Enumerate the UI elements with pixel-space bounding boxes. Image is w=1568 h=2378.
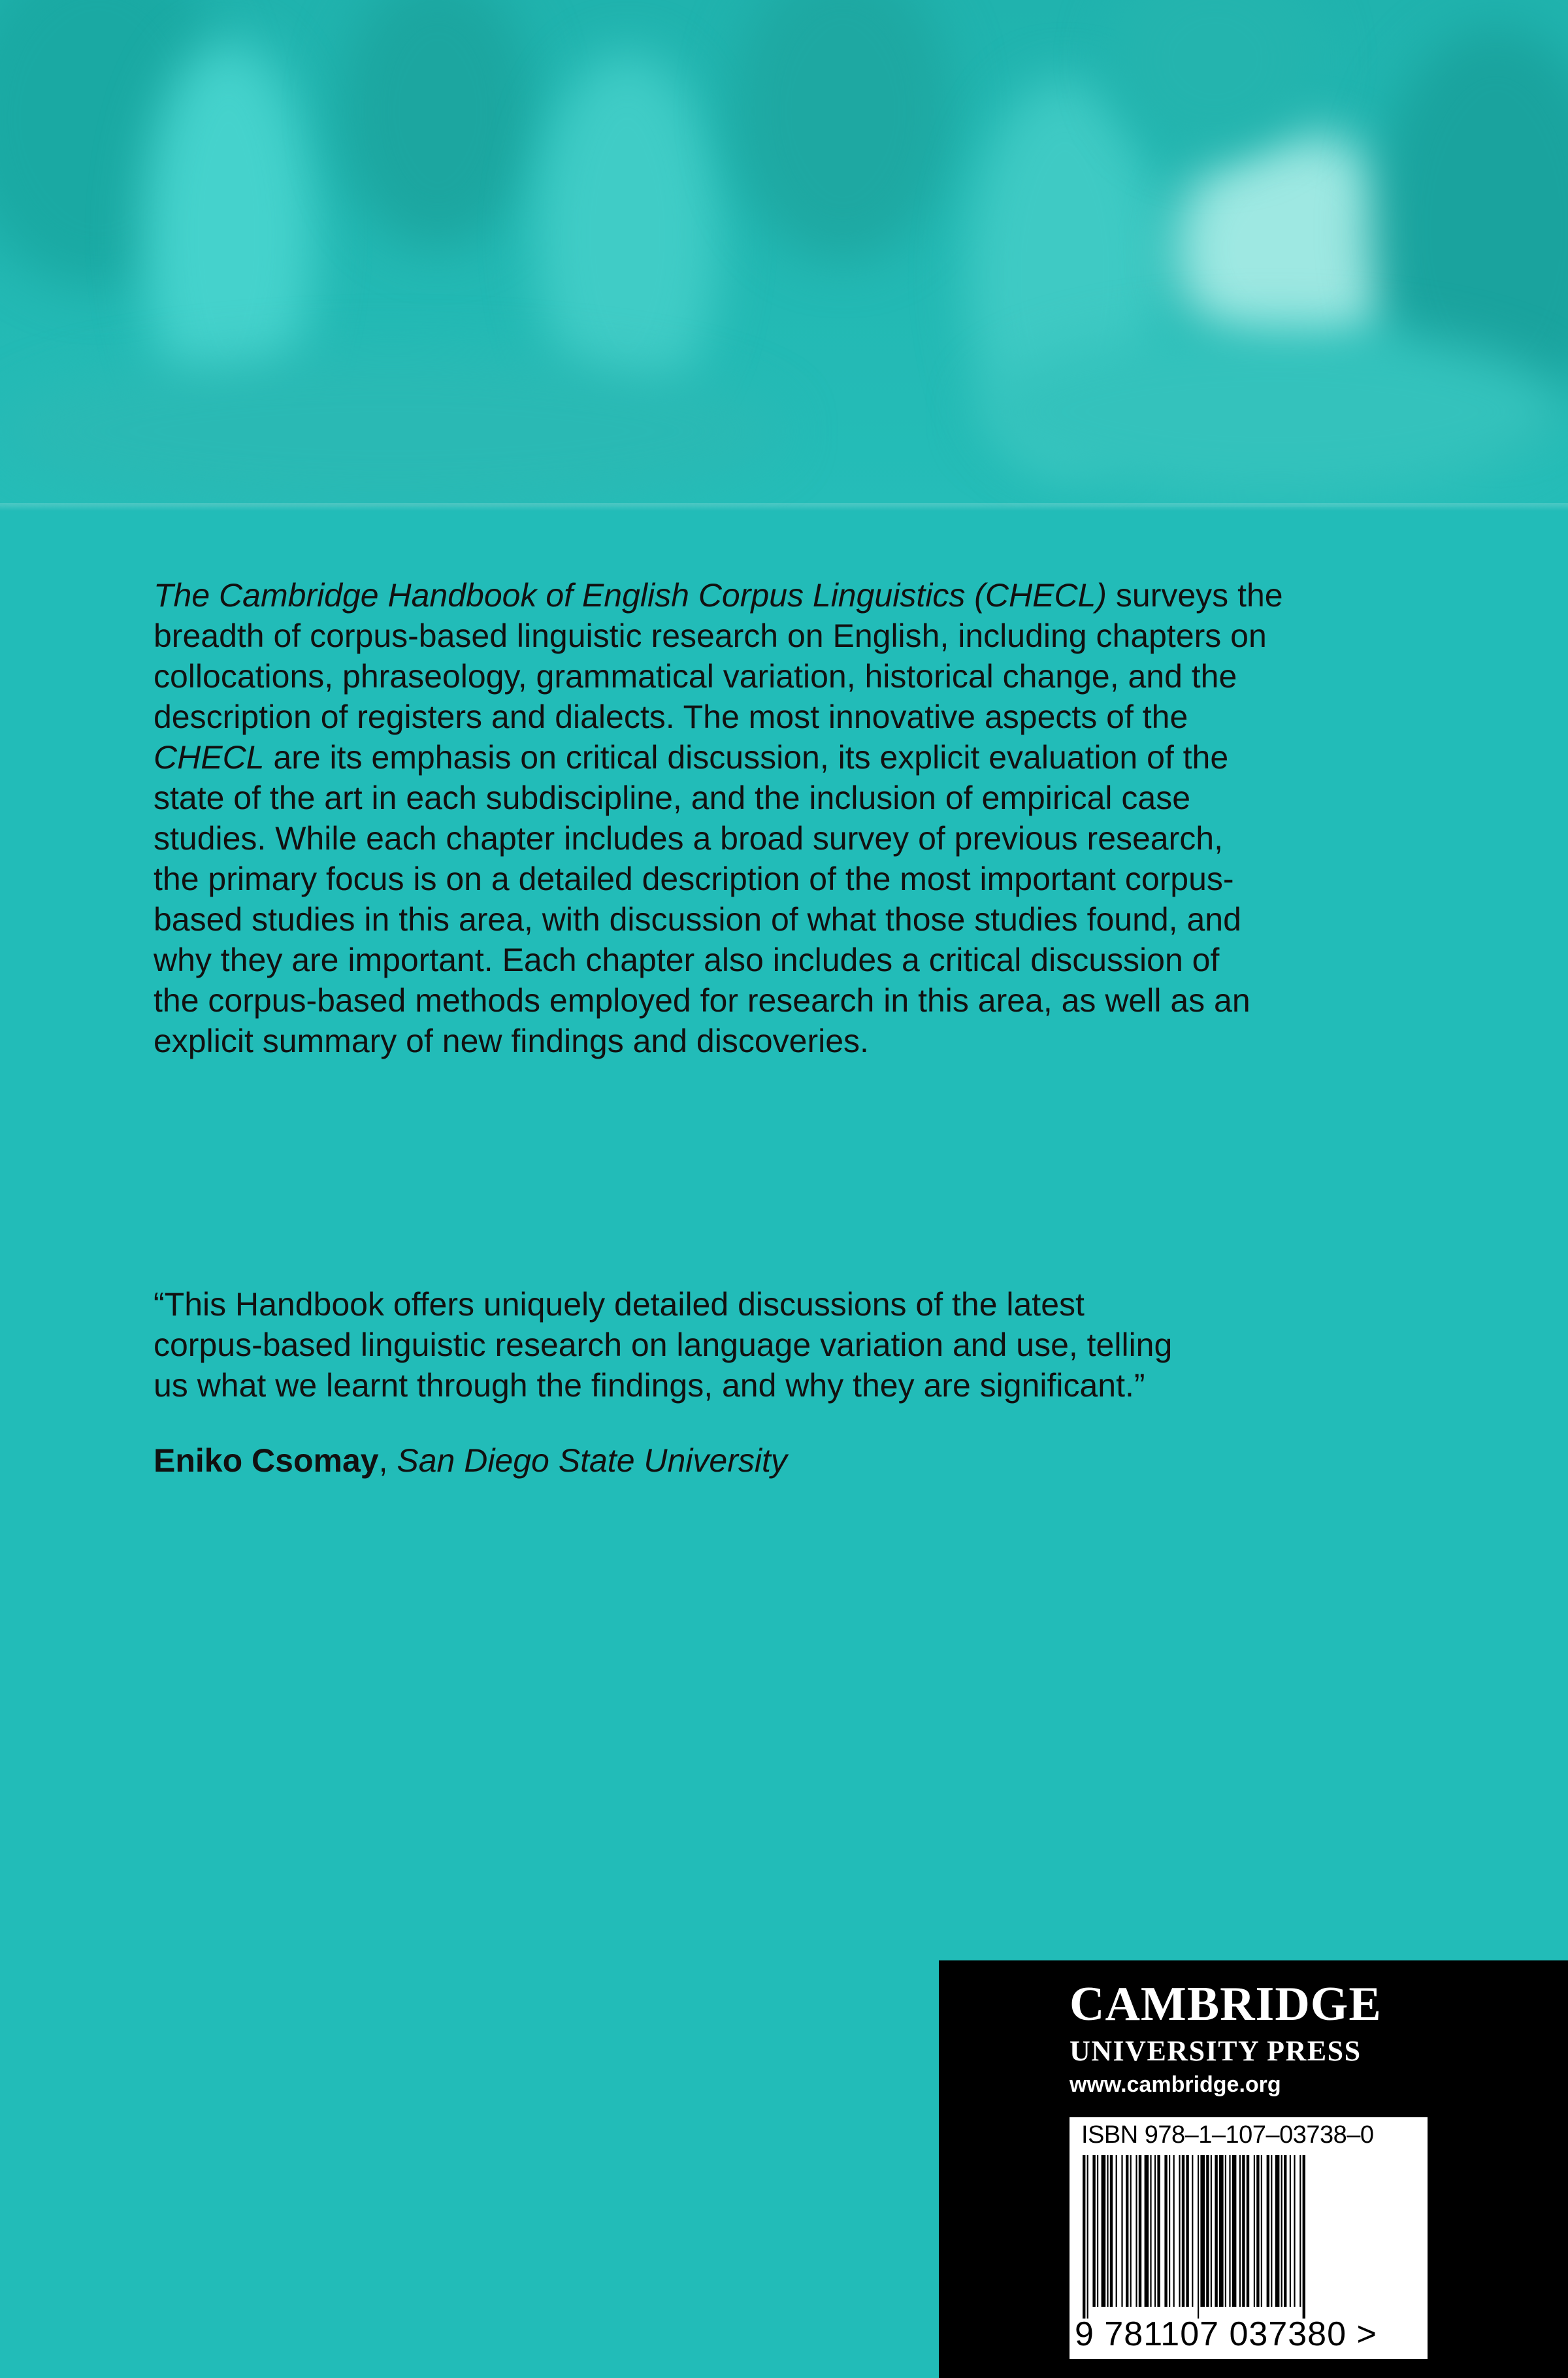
publisher-logo: CAMBRIDGE bbox=[1070, 1977, 1382, 2031]
barcode-bar bbox=[1083, 2155, 1085, 2319]
barcode-bar bbox=[1256, 2155, 1259, 2307]
barcode-bar bbox=[1225, 2155, 1226, 2307]
barcode-bar bbox=[1092, 2155, 1095, 2307]
ean-digits: 9 781107 037380 > bbox=[1075, 2315, 1377, 2353]
endorser-name: Eniko Csomay bbox=[154, 1442, 379, 1479]
barcode-bar bbox=[1121, 2155, 1122, 2307]
barcode-bar bbox=[1294, 2155, 1295, 2307]
barcode-bar bbox=[1261, 2155, 1262, 2307]
publisher-subtitle: UNIVERSITY PRESS bbox=[1070, 2035, 1362, 2067]
barcode-bar bbox=[1150, 2155, 1151, 2307]
barcode-bar bbox=[1290, 2155, 1291, 2307]
barcode-bar bbox=[1126, 2155, 1128, 2307]
publisher-block bbox=[939, 1960, 1568, 2378]
barcode-bar bbox=[1303, 2155, 1305, 2319]
blurb-line: studies. While each chapter includes a broad survey of previous research, bbox=[154, 820, 1223, 857]
description-paragraph bbox=[154, 575, 1382, 1061]
quote-line: us what we learnt through the findings, and why they are significant.” bbox=[154, 1367, 1145, 1404]
quote-line: “This Handbook offers uniquely detailed discussions of the latest bbox=[154, 1286, 1085, 1323]
barcode-bar bbox=[1157, 2155, 1160, 2307]
barcode-bar bbox=[1173, 2155, 1175, 2307]
barcode-icon bbox=[1079, 2155, 1418, 2319]
blurb-line: explicit summary of new findings and discoveries. bbox=[154, 1023, 869, 1059]
barcode-bar bbox=[1139, 2155, 1141, 2307]
barcode-bar bbox=[1179, 2155, 1180, 2307]
cover-texture-band bbox=[0, 0, 1568, 507]
barcode-bar bbox=[1275, 2155, 1280, 2307]
blurb-line: based studies in this area, with discussion of what those studies found, and bbox=[154, 901, 1241, 938]
barcode-bar bbox=[1087, 2155, 1088, 2319]
barcode-bar bbox=[1192, 2155, 1193, 2307]
endorser-affiliation: San Diego State University bbox=[397, 1442, 787, 1479]
barcode-bar bbox=[1215, 2155, 1217, 2307]
blurb-line: CHECL are its emphasis on critical discussion, its explicit evaluation of the bbox=[154, 739, 1229, 776]
blurb-line: the primary focus is on a detailed description of the most important corpus- bbox=[154, 861, 1234, 897]
barcode-bar bbox=[1219, 2155, 1224, 2307]
blurb-line: description of registers and dialects. The most innovative aspects of the bbox=[154, 699, 1188, 735]
barcode-bar bbox=[1135, 2155, 1137, 2307]
band-divider bbox=[0, 503, 1568, 511]
barcode-bar bbox=[1242, 2155, 1245, 2307]
barcode-bar bbox=[1254, 2155, 1255, 2307]
barcode-bar bbox=[1271, 2155, 1272, 2307]
endorsement-quote bbox=[154, 1284, 1264, 1406]
isbn-label: ISBN 978–1–107–03738–0 bbox=[1081, 2121, 1374, 2149]
barcode-bar bbox=[1164, 2155, 1167, 2307]
barcode-bar bbox=[1169, 2155, 1170, 2307]
barcode-bar bbox=[1198, 2155, 1199, 2319]
barcode-bar bbox=[1110, 2155, 1113, 2307]
barcode-bar bbox=[1229, 2155, 1230, 2307]
barcode-bar bbox=[1232, 2155, 1237, 2307]
barcode-bar bbox=[1130, 2155, 1132, 2307]
blurb-line: The Cambridge Handbook of English Corpus Linguistics (CHECL) surveys the bbox=[154, 577, 1283, 614]
blurb-line: why they are important. Each chapter also includes a critical discussion of bbox=[154, 942, 1220, 978]
barcode-bar bbox=[1206, 2155, 1209, 2307]
barcode-bar bbox=[1200, 2155, 1205, 2307]
quote-line: corpus-based linguistic research on language variation and use, telling bbox=[154, 1327, 1173, 1363]
attribution-separator: , bbox=[378, 1442, 397, 1479]
barcode-bar bbox=[1116, 2155, 1117, 2307]
endorsement-attribution bbox=[154, 1440, 787, 1481]
barcode-bar bbox=[1299, 2155, 1301, 2307]
blurb-line: the corpus-based methods employed for research in this area, as well as an bbox=[154, 982, 1250, 1019]
barcode-bar bbox=[1186, 2155, 1188, 2307]
blurb-line: collocations, phraseology, grammatical variation, historical change, and the bbox=[154, 658, 1237, 695]
barcode-bar bbox=[1107, 2155, 1108, 2307]
publisher-website: www.cambridge.org bbox=[1070, 2072, 1281, 2097]
barcode-bar bbox=[1267, 2155, 1269, 2307]
barcode-bar bbox=[1102, 2155, 1106, 2307]
barcode-bar bbox=[1182, 2155, 1184, 2307]
barcode-panel bbox=[1070, 2117, 1428, 2359]
barcode-bar bbox=[1154, 2155, 1156, 2307]
blurb-line: state of the art in each subdiscipline, and the inclusion of empirical case bbox=[154, 780, 1191, 816]
barcode-bar bbox=[1247, 2155, 1249, 2307]
barcode-bar bbox=[1211, 2155, 1212, 2307]
barcode-bar bbox=[1145, 2155, 1149, 2307]
barcode-bar bbox=[1239, 2155, 1241, 2307]
barcode-bar bbox=[1097, 2155, 1098, 2307]
blurb-line: breadth of corpus-based linguistic research on English, including chapters on bbox=[154, 618, 1267, 654]
barcode-bar bbox=[1281, 2155, 1282, 2307]
barcode-bar bbox=[1284, 2155, 1286, 2307]
